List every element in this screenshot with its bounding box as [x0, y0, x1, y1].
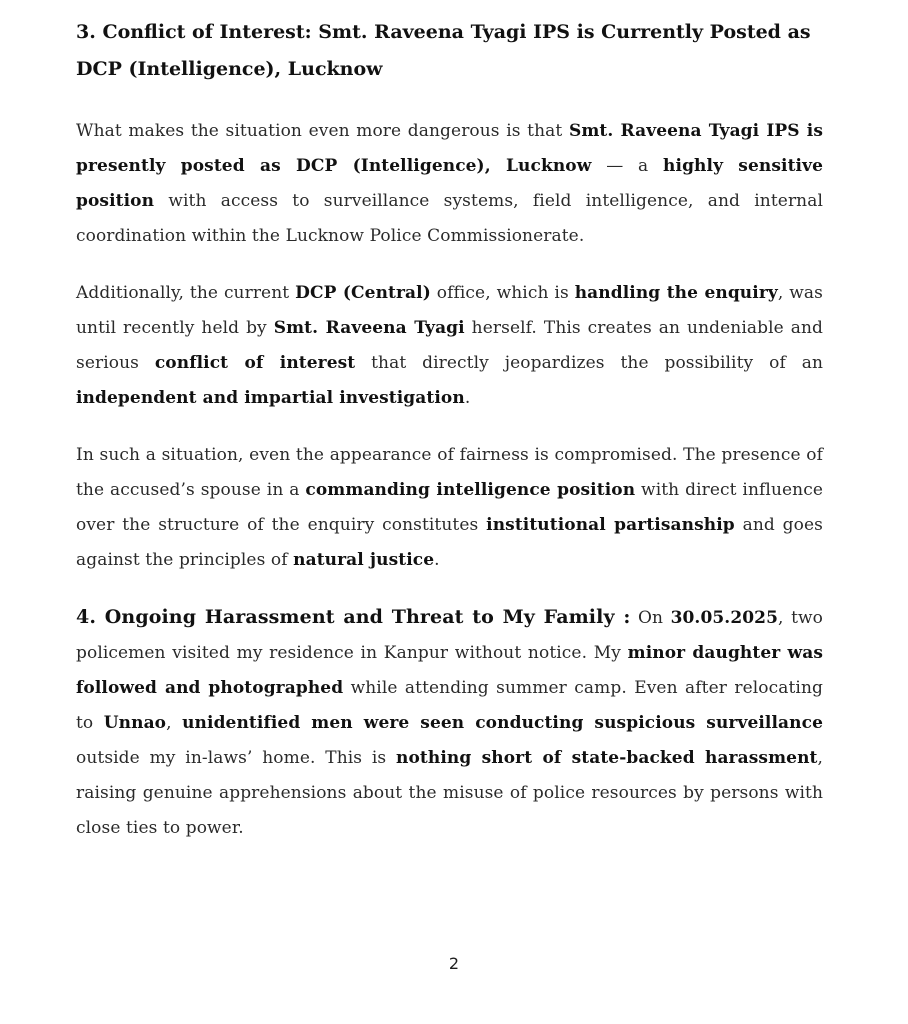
page-number: 2: [448, 954, 460, 973]
bold-run: 30.05.2025: [670, 608, 779, 628]
section-3-paragraph-3: [76, 438, 823, 578]
text-run: — a: [591, 156, 664, 176]
document-page: [76, 14, 823, 846]
text-run: , two policemen visited my residence in Kanpur without notice. My: [76, 608, 823, 663]
bold-run: Unnao: [103, 713, 167, 733]
bold-run: unidentified men were seen conducting suspicious surveillance: [182, 713, 823, 733]
text-run: .: [464, 388, 471, 408]
bold-run: natural justice: [293, 550, 435, 570]
bold-run: DCP (Central): [295, 283, 431, 303]
text-run: and goes against the principles of: [76, 515, 823, 570]
text-run: while attending summer camp. Even after relocating to: [76, 678, 823, 733]
text-run: outside my in-laws’ home. This is: [76, 748, 397, 768]
text-run: , was until recently held by: [76, 283, 823, 338]
text-run: with direct influence over the structure of the enquiry constitutes: [76, 480, 823, 535]
text-run: On: [630, 608, 671, 628]
bold-run: conflict of interest: [154, 353, 356, 373]
text-run: , raising genuine apprehensions about the misuse of police resources by persons with close ties to power.: [76, 748, 824, 838]
section-3-paragraph-2: [76, 276, 823, 416]
text-run: Additionally, the current: [76, 283, 296, 303]
text-run: What makes the situation even more dangerous is that: [76, 121, 569, 141]
section-3-paragraph-1: [76, 114, 823, 254]
text-run: herself. This creates an undeniable and serious: [76, 318, 823, 373]
bold-run: nothing short of state-backed harassment: [396, 748, 818, 768]
section-4-paragraph: [76, 600, 823, 846]
text-run: ,: [166, 713, 183, 733]
bold-run: handling the enquiry: [574, 283, 778, 303]
text-run: with access to surveillance systems, field intelligence, and internal coordination within the Lucknow Police Commissionerate.: [76, 191, 823, 246]
text-run: office, which is: [430, 283, 575, 303]
text-run: .: [434, 550, 440, 570]
bold-run: independent and impartial investigation: [76, 388, 465, 408]
bold-run: commanding intelligence position: [305, 480, 636, 500]
bold-run: Smt. Raveena Tyagi IPS is presently posted as DCP (Intelligence), Lucknow: [76, 121, 823, 176]
text-run: In such a situation, even the appearance of fairness is compromised. The presence of the accused’s spouse in a: [76, 445, 823, 500]
bold-run: Smt. Raveena Tyagi: [273, 318, 465, 338]
text-run: that directly jeopardizes the possibility of an: [355, 353, 823, 373]
bold-run: highly sensitive position: [76, 156, 823, 211]
bold-run: institutional partisanship: [486, 515, 735, 535]
section-4-heading: 4. Ongoing Harassment and Threat to My Family :: [76, 606, 631, 628]
section-3-heading: 3. Conflict of Interest: Smt. Raveena Tyagi IPS is Currently Posted as DCP (Intelligence), Lucknow: [76, 21, 811, 80]
bold-run: minor daughter was followed and photographed: [76, 643, 824, 698]
